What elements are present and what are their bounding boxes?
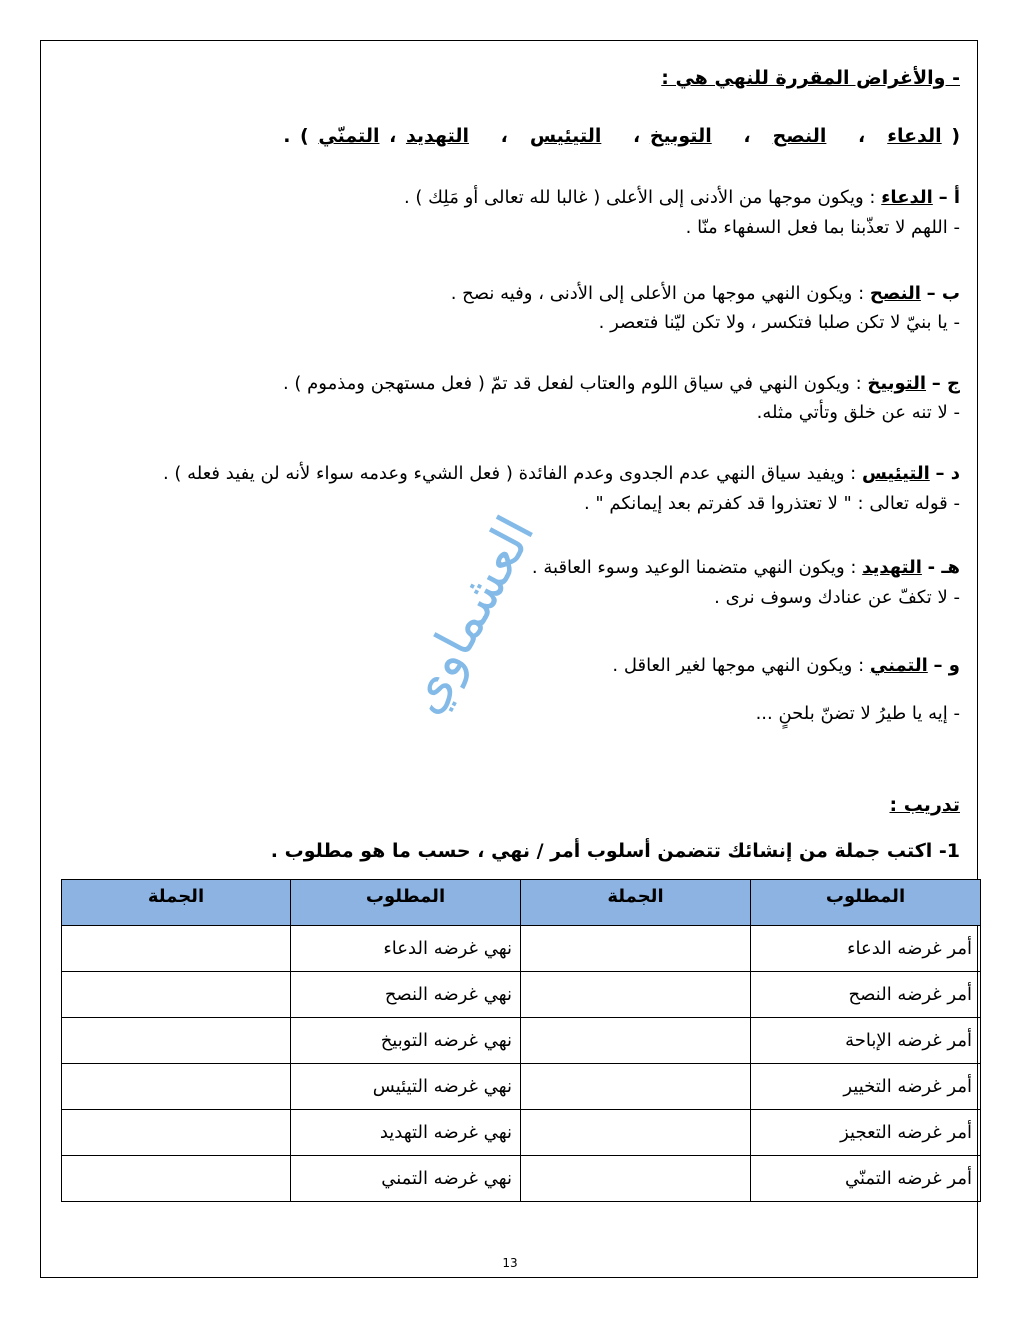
section-letter: ب –	[926, 283, 960, 304]
answer-cell[interactable]	[62, 1156, 291, 1202]
answer-cell[interactable]	[521, 926, 751, 972]
purpose-item: التهديد	[405, 125, 469, 147]
section-letter: د –	[935, 463, 960, 484]
section-desc: : ويكون النهي موجها لغير العاقل .	[612, 655, 865, 676]
separator: ،	[743, 125, 751, 147]
section-example: - إيه يا طيرُ لا تضنّ بلحنٍ ...	[755, 703, 960, 724]
answer-cell[interactable]	[62, 926, 291, 972]
table-header-row	[62, 880, 981, 926]
required-cell: أمر غرضه التعجيز	[751, 1110, 981, 1156]
column-header: الجملة	[62, 880, 291, 926]
section-desc: : ويكون موجها من الأدنى إلى الأعلى ( غالبا لله تعالى أو مَلِك ) .	[403, 187, 876, 208]
section-example: - يا بنيّ لا تكن صلبا فتكسر ، ولا تكن ليّنا فتعصر .	[598, 312, 960, 333]
section-desc: : ويكون النهي متضمنا الوعيد وسوء العاقبة .	[531, 557, 857, 578]
purposes-list	[283, 124, 960, 148]
separator: ،	[389, 125, 397, 147]
section-desc: : ويفيد سياق النهي عدم الجدوى وعدم الفائدة ( فعل الشيء وعدمه سواء لأنه لن يفيد فعله ) .	[162, 463, 857, 484]
section-example: - اللهم لا تعذّبنا بما فعل السفهاء منّا .	[685, 217, 960, 238]
answer-cell[interactable]	[62, 972, 291, 1018]
table-row	[62, 972, 981, 1018]
table-row	[62, 1064, 981, 1110]
separator: ،	[500, 125, 508, 147]
required-cell: نهي غرضه التوبيخ	[291, 1018, 521, 1064]
section-letter: ج –	[931, 373, 960, 394]
section-term: الدعاء	[881, 187, 933, 208]
purpose-item: التوبيخ	[649, 125, 712, 147]
paren-open: (	[951, 125, 960, 147]
exercise-table	[61, 879, 981, 1202]
purpose-item: الدعاء	[887, 125, 942, 147]
column-header: المطلوب	[751, 880, 981, 926]
section-letter: و –	[933, 655, 960, 676]
section-example: - لا تنه عن خلق وتأتي مثله.	[756, 402, 960, 423]
section-term: التوبيخ	[867, 373, 927, 394]
section-definition	[612, 654, 960, 678]
required-cell: أمر غرضه الإباحة	[751, 1018, 981, 1064]
section-desc: : ويكون النهي في سياق اللوم والعتاب لفعل قد تمّ ( فعل مستهجن ومذموم ) .	[282, 373, 862, 394]
answer-cell[interactable]	[521, 972, 751, 1018]
section-heading: - والأغراض المقررة للنهي هي :	[661, 67, 960, 89]
section-term: النصح	[869, 283, 921, 304]
answer-cell[interactable]	[521, 1110, 751, 1156]
section-definition	[283, 372, 960, 396]
separator: ،	[858, 125, 866, 147]
answer-cell[interactable]	[521, 1064, 751, 1110]
section-letter: أ –	[938, 187, 960, 208]
section-definition	[163, 462, 960, 486]
answer-cell[interactable]	[62, 1110, 291, 1156]
watermark-text: العشماوي	[393, 506, 547, 724]
exercise-title: تدريب :	[889, 794, 960, 816]
section-definition	[532, 556, 960, 580]
required-cell: أمر غرضه النصح	[751, 972, 981, 1018]
required-cell: أمر غرضه التمنّي	[751, 1156, 981, 1202]
separator: ،	[632, 125, 641, 147]
page-number: 13	[502, 1256, 518, 1270]
section-definition	[404, 186, 960, 210]
section-letter: هـ -	[927, 557, 960, 578]
section-term: التهديد	[862, 557, 922, 578]
paren-close: ) .	[283, 125, 309, 147]
required-cell: أمر غرضه الدعاء	[751, 926, 981, 972]
answer-cell[interactable]	[62, 1064, 291, 1110]
section-example: - لا تكفّ عن عنادك وسوف نرى .	[714, 587, 960, 608]
required-cell: أمر غرضه التخيير	[751, 1064, 981, 1110]
required-cell: نهي غرضه الدعاء	[291, 926, 521, 972]
answer-cell[interactable]	[521, 1018, 751, 1064]
purpose-item: التيئيس	[529, 125, 602, 147]
table-row	[62, 1156, 981, 1202]
answer-cell[interactable]	[521, 1156, 751, 1202]
section-term: التمني	[869, 655, 928, 676]
section-term: التيئيس	[861, 463, 930, 484]
table-row	[62, 926, 981, 972]
purpose-item: التمنّي	[318, 125, 380, 147]
required-cell: نهي غرضه النصح	[291, 972, 521, 1018]
section-desc: : ويكون النهي موجها من الأعلى إلى الأدنى ، وفيه نصح .	[450, 283, 865, 304]
required-cell: نهي غرضه التهديد	[291, 1110, 521, 1156]
table-row	[62, 1018, 981, 1064]
answer-cell[interactable]	[62, 1018, 291, 1064]
section-example: - قوله تعالى : " لا تعتذروا قد كفرتم بعد إيمانكم " .	[583, 493, 960, 514]
purpose-item: النصح	[772, 125, 827, 147]
column-header: الجملة	[521, 880, 751, 926]
table-row	[62, 1110, 981, 1156]
section-definition	[451, 282, 960, 306]
required-cell: نهي غرضه التمني	[291, 1156, 521, 1202]
column-header: المطلوب	[291, 880, 521, 926]
exercise-task: 1- اكتب جملة من إنشائك تتضمن أسلوب أمر / نهي ، حسب ما هو مطلوب .	[270, 840, 960, 862]
required-cell: نهي غرضه التيئيس	[291, 1064, 521, 1110]
